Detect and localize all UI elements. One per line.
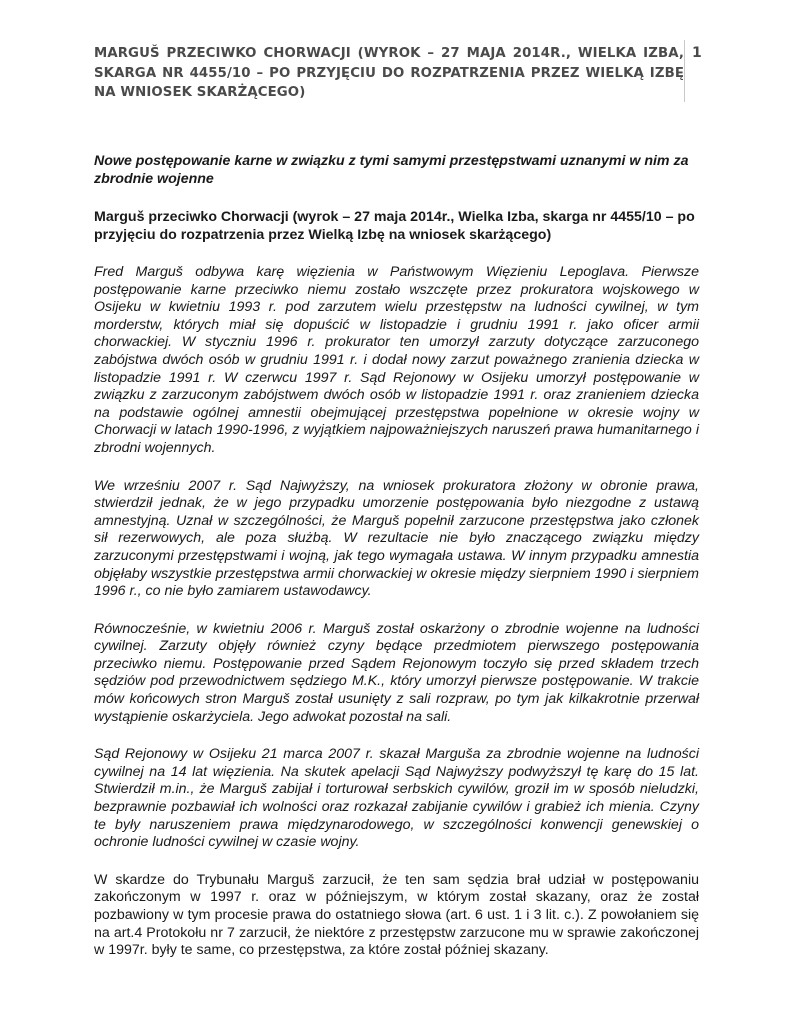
- paragraph-facts-first-proceedings: Fred Marguš odbywa karę więzienia w Państwowym Więzieniu Lepoglava. Pierwsze postępowanie karne przeciwko niemu zostało wszczęte przez prokuratora wojskowego w Osijeku w kwietniu 1993 r. pod zarzutem wielu przestępstw na ludności cywilnej, w tym morderstw, których miał się dopuścić w listopadzie i grudniu 1991 r. jako oficer armii chorwackiej. W styczniu 1996 r. prokurator ten umorzył zarzuty dotyczące zarzuconego zabójstwa dwóch osób w grudniu 1991 r. i dodał nowy zarzut poważnego zranienia dziecka w listopadzie 1991 r. W czerwcu 1997 r. Sąd Rejonowy w Osijeku umorzył postępowanie w związku z zarzuconym zabójstwem dwóch osób w listopadzie 1991 r. oraz zranieniem dziecka na podstawie ogólnej amnestii obejmującej przestępstwa popełnione w okresie wojny w Chorwacji w latach 1990-1996, z wyjątkiem najpoważniejszych naruszeń prawa humanitarnego i zbrodni wojennych.: [94, 264, 699, 456]
- header-divider: [684, 40, 685, 102]
- section-heading: Nowe postępowanie karne w związku z tymi samymi przestępstwami uznanymi w nim za zbrodnie wojenne: [94, 153, 689, 187]
- paragraph-conviction: Sąd Rejonowy w Osijeku 21 marca 2007 r. skazał Marguša za zbrodnie wojenne na ludności cywilnej na 14 lat więzienia. Na skutek apelacji Sąd Najwyższy podwyższył tę karę do 15 lat. Stwierdził m.in., że Marguš zabijał i torturował serbskich cywilów, groził im w sposób nieludzki, bezprawnie pozbawiał ich wolności oraz rozkazał zabijanie cywilów i grabież ich mienia. Czyny te były naruszeniem prawa międzynarodowego, w szczególności konwencji genewskiej o ochronie ludności cywilnej w czasie wojny.: [94, 746, 699, 851]
- document-body: [94, 152, 699, 980]
- page-number: 1: [692, 45, 702, 61]
- paragraph-indictment-2006: Równocześnie, w kwietniu 2006 r. Marguš został oskarżony o zbrodnie wojenne na ludności cywilnej. Zarzuty objęły również czyny będące przedmiotem pierwszego postępowania przeciwko niemu. Postępowanie przed Sądem Rejonowym toczyło się przed składem trzech sędziów pod przewodnictwem sędziego M.K., który umorzył pierwsze postępowanie. W trakcie mów końcowych stron Marguš został usunięty z sali rozpraw, po tym jak kilkakrotnie przerwał wystąpienie oskarżyciela. Jego adwokat pozostał na sali.: [94, 620, 699, 725]
- running-header: MARGUŠ PRZECIWKO CHORWACJI (WYROK – 27 MAJA 2014R., WIELKA IZBA, SKARGA NR 4455/10 – PO PRZYJĘCIU DO ROZPATRZENIA PRZEZ WIELKĄ IZBĘ NA WNIOSEK SKARŻĄCEGO): [94, 46, 684, 100]
- paragraph-complaint: W skardze do Trybunału Marguš zarzucił, że ten sam sędzia brał udział w postępowaniu zakończonym w 1997 r. oraz w późniejszym, w którym został skazany, oraz że został pozbawiony w tym procesie prawa do ostatniego słowa (art. 6 ust. 1 i 3 lit. c.). Z powołaniem się na art.4 Protokołu nr 7 zarzucił, że niektóre z przestępstw zarzucone mu w sprawie zakończonej w 1997r. były te same, co przestępstwa, za które został później skazany.: [94, 871, 699, 959]
- case-heading: Marguš przeciwko Chorwacji (wyrok – 27 maja 2014r., Wielka Izba, skarga nr 4455/10 – po przyjęciu do rozpatrzenia przez Wielką Izbę na wniosek skarżącego): [94, 209, 695, 243]
- paragraph-supreme-court-2007: We wrześniu 2007 r. Sąd Najwyższy, na wniosek prokuratora złożony w obronie prawa, stwierdził jednak, że w jego przypadku umorzenie postępowania było niezgodne z ustawą amnestyjną. Uznał w szczególności, że Marguš popełnił zarzucone przestępstwa jako członek sił rezerwowych, ale poza służbą. W rezultacie nie było znaczącego związku między zarzuconymi przestępstwami i wojną, jak tego wymagała ustawa. W innym przypadku amnestia objęłaby wszystkie przestępstwa armii chorwackiej w okresie między sierpniem 1990 i sierpniem 1996 r., co nie było zamiarem ustawodawcy.: [94, 477, 699, 600]
